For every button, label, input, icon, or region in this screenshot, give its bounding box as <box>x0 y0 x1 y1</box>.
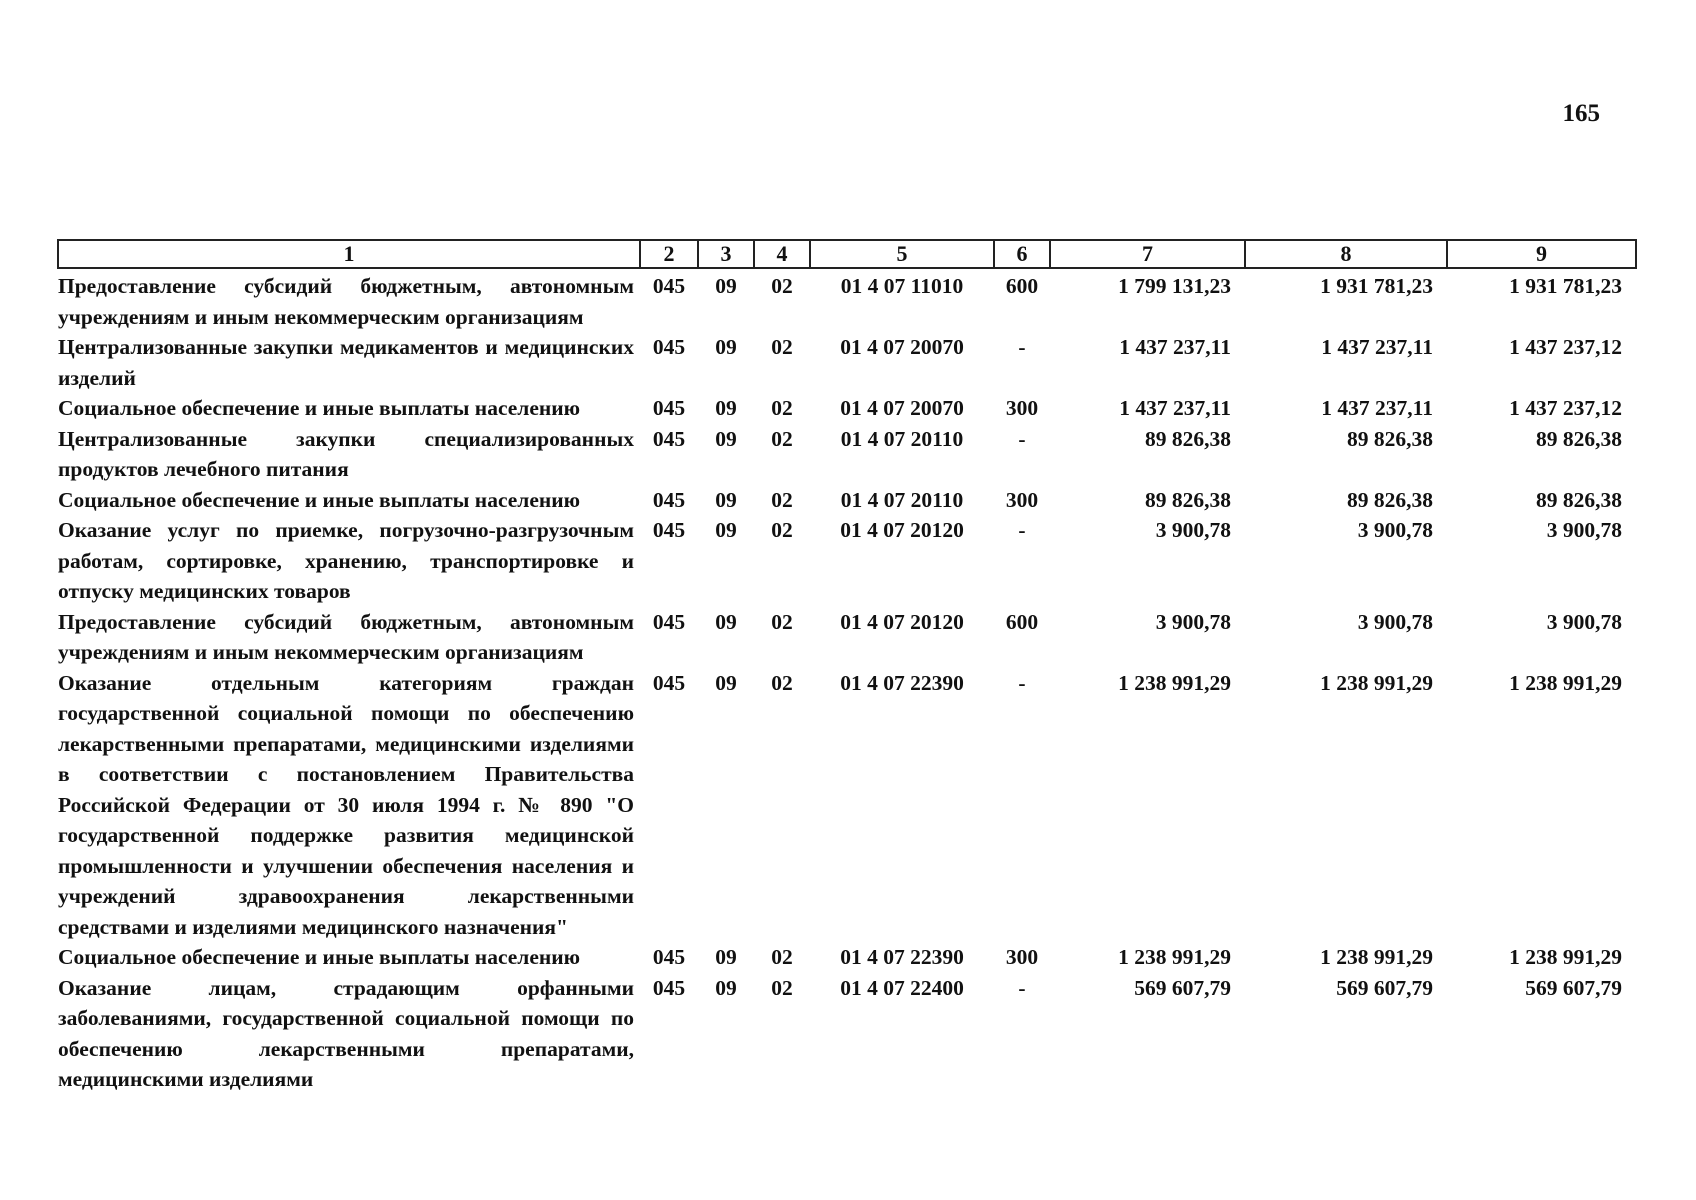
row-admin-code: 045 <box>652 274 686 298</box>
row-amount-col8: 569 607,79 <box>1336 975 1433 1000</box>
row-name: Предоставление субсидий бюджетным, автономным учреждениям и иным некоммерческим организациям <box>58 609 634 664</box>
row-amount-col8: 1 238 991,29 <box>1320 945 1433 969</box>
row-section-code: 09 <box>715 609 737 634</box>
row-expense-type: - <box>1018 975 1026 1000</box>
row-subsection-code: 02 <box>771 975 793 1000</box>
row-amount-col9: 1 238 991,29 <box>1509 945 1622 969</box>
row-amount-col9: 569 607,79 <box>1525 975 1622 1000</box>
row-expense-type: 300 <box>1005 396 1039 420</box>
row-target-article: 01 4 07 20070 <box>840 396 964 420</box>
row-section-code: 09 <box>715 945 737 969</box>
row-admin-code: 045 <box>652 335 686 359</box>
row-subsection-code: 02 <box>771 518 793 542</box>
row-section-code: 09 <box>715 518 737 542</box>
row-admin-code: 045 <box>652 518 686 542</box>
header-col-8: 8 <box>1245 240 1447 268</box>
header-col-1: 1 <box>58 240 640 268</box>
row-amount-col7: 89 826,38 <box>1145 487 1231 512</box>
row-amount-col9: 1 437 237,12 <box>1509 335 1622 359</box>
row-admin-code: 045 <box>652 396 686 420</box>
row-amount-col9: 3 900,78 <box>1546 609 1622 634</box>
row-target-article: 01 4 07 20110 <box>840 487 964 512</box>
row-amount-col8: 1 437 237,11 <box>1321 335 1433 359</box>
header-col-6: 6 <box>994 240 1050 268</box>
row-subsection-code: 02 <box>771 609 793 634</box>
header-col-7: 7 <box>1050 240 1245 268</box>
table-row <box>58 607 1636 668</box>
row-name: Предоставление субсидий бюджетным, автономным учреждениям и иным некоммерческим организациям <box>58 274 634 329</box>
row-admin-code: 045 <box>652 426 686 451</box>
row-target-article: 01 4 07 11010 <box>840 274 964 298</box>
row-section-code: 09 <box>715 975 737 1000</box>
table-header <box>58 240 1636 268</box>
row-expense-type: 600 <box>1005 274 1039 298</box>
row-name: Централизованные закупки специализированных продуктов лечебного питания <box>58 426 634 481</box>
row-expense-type: 600 <box>1005 609 1039 634</box>
row-amount-col7: 89 826,38 <box>1145 426 1231 451</box>
table-row <box>58 515 1636 607</box>
header-col-3: 3 <box>698 240 754 268</box>
row-amount-col9: 1 238 991,29 <box>1509 670 1622 695</box>
row-expense-type: - <box>1018 518 1026 542</box>
row-amount-col8: 89 826,38 <box>1347 487 1433 512</box>
row-subsection-code: 02 <box>771 670 793 695</box>
row-expense-type: 300 <box>1005 487 1039 512</box>
row-admin-code: 045 <box>652 945 686 969</box>
row-name: Централизованные закупки медикаментов и медицинских изделий <box>58 335 634 390</box>
row-amount-col8: 1 238 991,29 <box>1320 670 1433 695</box>
row-expense-type: - <box>1018 426 1026 451</box>
table-row <box>58 268 1636 332</box>
header-col-4: 4 <box>754 240 810 268</box>
header-col-2: 2 <box>640 240 698 268</box>
row-admin-code: 045 <box>652 609 686 634</box>
row-amount-col7: 1 437 237,11 <box>1119 335 1231 359</box>
row-admin-code: 045 <box>652 487 686 512</box>
table-body <box>58 268 1636 1095</box>
row-name: Оказание услуг по приемке, погрузочно-разгрузочным работам, сортировке, хранению, транспортировке и отпуску медицинских товаров <box>58 518 634 603</box>
row-amount-col7: 1 437 237,11 <box>1119 396 1231 420</box>
row-section-code: 09 <box>715 335 737 359</box>
row-amount-col9: 89 826,38 <box>1536 426 1622 451</box>
header-row <box>58 240 1636 268</box>
row-expense-type: 300 <box>1005 945 1039 969</box>
row-amount-col8: 3 900,78 <box>1357 518 1433 542</box>
row-amount-col7: 569 607,79 <box>1134 975 1231 1000</box>
row-subsection-code: 02 <box>771 274 793 298</box>
row-subsection-code: 02 <box>771 487 793 512</box>
row-amount-col7: 3 900,78 <box>1155 518 1231 542</box>
table-row <box>58 424 1636 485</box>
row-name: Оказание лицам, страдающим орфанными заболеваниями, государственной социальной помощи по обеспечению лекарственными препаратами, медицинскими изделиями <box>58 975 634 1091</box>
row-name: Социальное обеспечение и иные выплаты населению <box>58 945 581 969</box>
row-name: Социальное обеспечение и иные выплаты населению <box>58 487 581 512</box>
row-expense-type: - <box>1018 335 1026 359</box>
row-amount-col8: 89 826,38 <box>1347 426 1433 451</box>
row-expense-type: - <box>1018 670 1026 695</box>
table-row <box>58 942 1636 973</box>
row-section-code: 09 <box>715 487 737 512</box>
row-target-article: 01 4 07 20070 <box>840 335 964 359</box>
row-name: Социальное обеспечение и иные выплаты населению <box>58 396 581 420</box>
row-subsection-code: 02 <box>771 335 793 359</box>
row-amount-col8: 1 931 781,23 <box>1320 274 1433 298</box>
row-admin-code: 045 <box>652 670 686 695</box>
row-amount-col9: 89 826,38 <box>1536 487 1622 512</box>
row-amount-col8: 1 437 237,11 <box>1321 396 1433 420</box>
row-target-article: 01 4 07 20110 <box>840 426 964 451</box>
row-amount-col8: 3 900,78 <box>1357 609 1433 634</box>
row-amount-col9: 1 437 237,12 <box>1509 396 1622 420</box>
header-col-5: 5 <box>810 240 994 268</box>
row-amount-col7: 1 238 991,29 <box>1118 670 1231 695</box>
table-row <box>58 485 1636 516</box>
budget-table <box>57 239 1637 1095</box>
row-subsection-code: 02 <box>771 945 793 969</box>
table-row <box>58 332 1636 393</box>
row-admin-code: 045 <box>652 975 686 1000</box>
row-name: Оказание отдельным категориям граждан государственной социальной помощи по обеспечению лекарственными препаратами, медицинскими изделиями в соответствии с постановлением Правительства Российской Федерации от 30 июля 1994 г. № 890 "О государственной поддержке развития медицинской промышленности и улучшении обеспечения населения и учреждений здравоохранения лекарственными средствами и изделиями медицинского назначения" <box>58 670 634 939</box>
row-section-code: 09 <box>715 396 737 420</box>
table-row <box>58 668 1636 943</box>
page-number: 165 <box>1562 100 1600 127</box>
row-amount-col7: 3 900,78 <box>1155 609 1231 634</box>
row-section-code: 09 <box>715 274 737 298</box>
row-target-article: 01 4 07 22390 <box>840 670 964 695</box>
row-subsection-code: 02 <box>771 396 793 420</box>
row-target-article: 01 4 07 22400 <box>840 975 964 1000</box>
row-section-code: 09 <box>715 426 737 451</box>
row-target-article: 01 4 07 20120 <box>840 518 964 542</box>
row-subsection-code: 02 <box>771 426 793 451</box>
row-amount-col9: 3 900,78 <box>1546 518 1622 542</box>
row-amount-col7: 1 238 991,29 <box>1118 945 1231 969</box>
row-amount-col9: 1 931 781,23 <box>1509 274 1622 298</box>
table-row <box>58 393 1636 424</box>
table-row <box>58 973 1636 1095</box>
row-target-article: 01 4 07 20120 <box>840 609 964 634</box>
row-target-article: 01 4 07 22390 <box>840 945 964 969</box>
row-amount-col7: 1 799 131,23 <box>1118 274 1231 298</box>
header-col-9: 9 <box>1447 240 1636 268</box>
row-section-code: 09 <box>715 670 737 695</box>
